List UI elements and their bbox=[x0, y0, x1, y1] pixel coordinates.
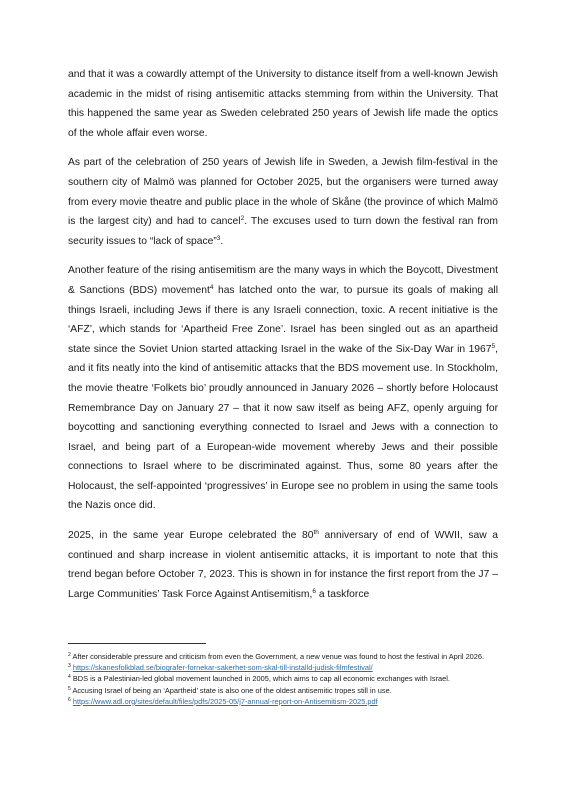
footnote-reference[interactable]: 4 bbox=[209, 283, 214, 291]
footnote-reference[interactable]: 2 bbox=[240, 215, 245, 223]
paragraph bbox=[68, 153, 498, 251]
paragraph bbox=[68, 261, 498, 516]
paragraph-text: Another feature of the rising antisemitism are the many ways in which the Boycott, Divestment & Sanctions (BDS) movement bbox=[68, 265, 498, 296]
footnote-text: After considerable pressure and criticism from even the Government, a new venue was found to host the festival in April 2026. bbox=[72, 652, 485, 661]
paragraph-text: As part of the celebration of 250 years of Jewish life in Sweden, a Jewish film-festival in the southern city of Malmö was planned for October 2025, but the organisers were turned away from every movie theatre and public place in the whole of Skåne (the province of which Malmö is the largest city) and had to cancel bbox=[68, 157, 498, 228]
footnote-number: 6 bbox=[68, 696, 71, 703]
paragraph-text: has latched onto the war, to pursue its goals of making all things Israeli, including Jews if there is any Israeli connection, toxic. A recent initiative is the ‘AFZ’, which stands for ‘Apartheid Free Zone’. Israel has been singled out as an apartheid state since the Soviet Union started attacking Israel in the wake of the Six-Day War in 1967 bbox=[68, 284, 498, 355]
paragraph-text: a taskforce bbox=[315, 588, 370, 600]
footnote-text: Accusing Israel of being an ‘Apartheid’ state is also one of the oldest antisemitic tropes still in use. bbox=[72, 685, 392, 695]
footnote-reference[interactable]: 6 bbox=[312, 587, 316, 595]
footnote-number: 4 bbox=[68, 674, 71, 681]
footnote-link[interactable]: https://www.adl.org/sites/default/files/pdfs/2025-05/j7-annual-report-on-Antisemitism-2025.pdf bbox=[72, 696, 378, 706]
paragraph-text: 2025, in the same year Europe celebrated the 80 bbox=[68, 530, 314, 542]
footnote-number: 2 bbox=[68, 652, 71, 658]
footnote-number: 5 bbox=[68, 685, 71, 692]
paragraph bbox=[68, 526, 498, 604]
footnote-number: 3 bbox=[68, 663, 71, 670]
footnote bbox=[68, 673, 500, 684]
footnote bbox=[68, 685, 500, 696]
paragraph-text: . bbox=[220, 235, 224, 247]
body-text bbox=[68, 65, 498, 614]
footnote-link[interactable]: https://skanesfolkblad.se/biografer-fornekar-sakerhet-som-skal-till-installd-judisk-filmfestival/ bbox=[72, 663, 373, 673]
paragraph-text: and that it was a cowardly attempt of the University to distance itself from a well-known Jewish academic in the midst of rising antisemitic attacks stemming from within the University. That this happened the same year as Sweden celebrated 250 years of Jewish life made the optics of the whole affair even worse. bbox=[68, 69, 498, 139]
footnote-text: BDS is a Palestinian-led global movement launched in 2005, which aims to cap all economic exchanges with Israel. bbox=[72, 674, 450, 684]
footnote bbox=[68, 651, 500, 662]
paragraph-text: . The excuses used to turn down the festival ran from security issues to “lack of space” bbox=[68, 216, 498, 247]
paragraph bbox=[68, 65, 498, 143]
paragraph-text: anniversary of end of WWII, saw a continued and sharp increase in violent antisemitic attacks, it is important to note that this trend began before October 7, 2023. This is shown in for instance the first report from the J7 – Large Communities’ Task Force Against Antisemitism, bbox=[68, 530, 498, 600]
paragraph-text: , and it fits neatly into the kind of antisemitic attacks that the BDS movement use. In Stockholm, the movie theatre ‘Folkets bio’ proudly announced in January 2026 – shortly before Holocaust Remembrance Day on January 27 – that it now saw itself as being AFZ, openly arguing for boycotting and sanctioning everything connected to Israel and Jews with a connection to Israel, and being part of a European-wide movement whereby Jews and their possible connections to Israel where to be discriminated against. Thus, some 80 years after the Holocaust, the self-appointed ‘progressives’ in Europe see no problem in using the same tools the Nazis once did. bbox=[68, 343, 498, 512]
footnote bbox=[68, 662, 500, 673]
footnote-separator bbox=[68, 643, 206, 644]
footnote-reference[interactable]: th bbox=[313, 529, 319, 537]
footnotes bbox=[68, 651, 500, 707]
footnote bbox=[68, 696, 500, 707]
footnote-reference[interactable]: 3 bbox=[216, 234, 221, 242]
footnote-reference[interactable]: 5 bbox=[491, 342, 496, 350]
